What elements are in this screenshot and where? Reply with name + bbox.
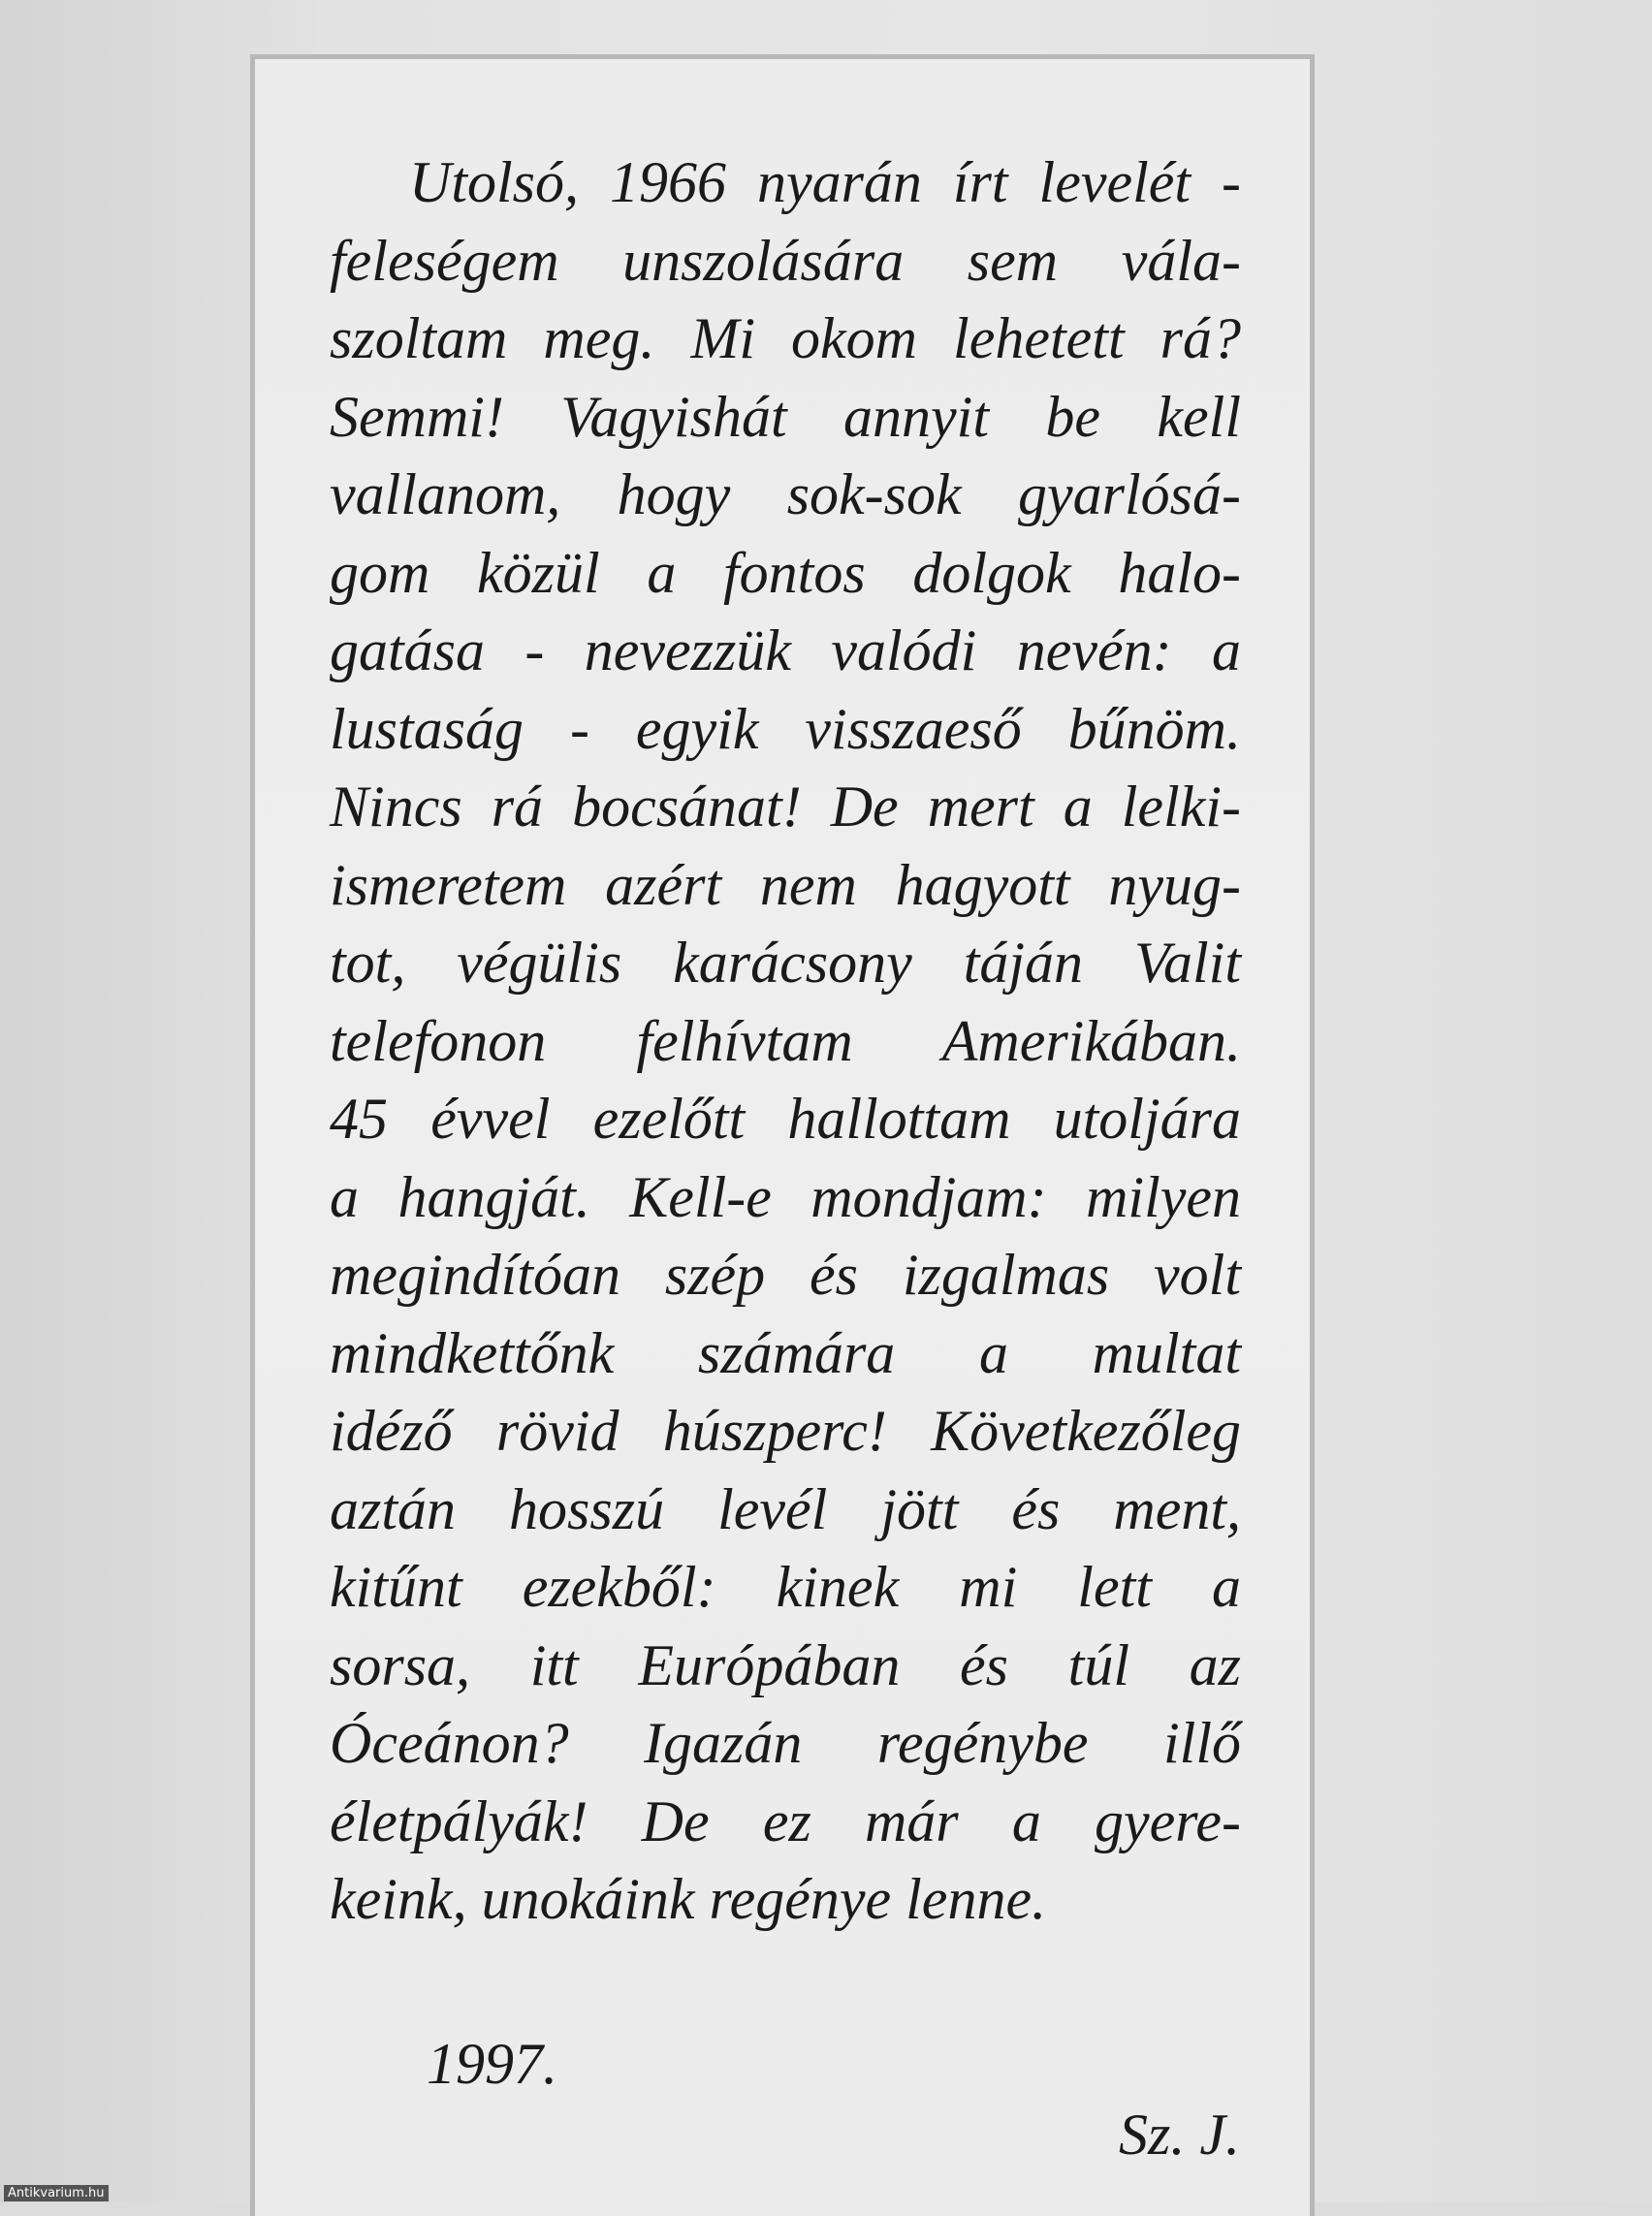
text-line: gatása - nevezzük valódi nevén: a (330, 618, 1241, 682)
text-line: Nincs rá bocsánat! De mert a lelki- (330, 775, 1241, 839)
text-line: Óceánon? Igazán regénybe illő (330, 1711, 1241, 1775)
text-line: szoltam meg. Mi okom lehetett rá? (330, 306, 1241, 370)
body-text (330, 143, 1241, 1939)
author-signature: Sz. J. (1119, 2103, 1240, 2167)
text-line: lustaság - egyik visszaeső bűnöm. (330, 696, 1241, 761)
text-line: vallanom, hogy sok-sok gyarlósá- (330, 462, 1241, 526)
text-line: Utolsó, 1966 nyarán írt levelét - (409, 150, 1241, 214)
text-line: gom közül a fontos dolgok halo- (330, 540, 1241, 605)
text-line: 45 évvel ezelőtt hallottam utoljára (330, 1087, 1241, 1151)
text-line: keink, unokáink regénye lenne. (330, 1867, 1047, 1931)
text-line: Semmi! Vagyishát annyit be kell (330, 384, 1241, 449)
text-line: életpályák! De ez már a gyere- (330, 1789, 1241, 1853)
date-year: 1997. (427, 2032, 557, 2096)
text-line: ismeretem azért nem hagyott nyug- (330, 852, 1241, 917)
site-watermark: Antikvarium.hu (4, 2185, 109, 2201)
text-line: telefonon felhívtam Amerikában. (330, 1008, 1241, 1073)
text-line: kitűnt ezekből: kinek mi lett a (330, 1555, 1241, 1619)
text-line: tot, végülis karácsony táján Valit (330, 931, 1241, 995)
text-line: megindítóan szép és izgalmas volt (330, 1243, 1241, 1307)
text-line: aztán hosszú levél jött és ment, (330, 1476, 1241, 1541)
text-line: idéző rövid húszperc! Következőleg (330, 1399, 1241, 1463)
text-line: sorsa, itt Európában és túl az (330, 1632, 1241, 1697)
text-line: feleségem unszolására sem vála- (330, 228, 1241, 293)
text-line: a hangját. Kell-e mondjam: milyen (330, 1164, 1241, 1229)
text-line: mindkettőnk számára a multat (330, 1320, 1241, 1385)
